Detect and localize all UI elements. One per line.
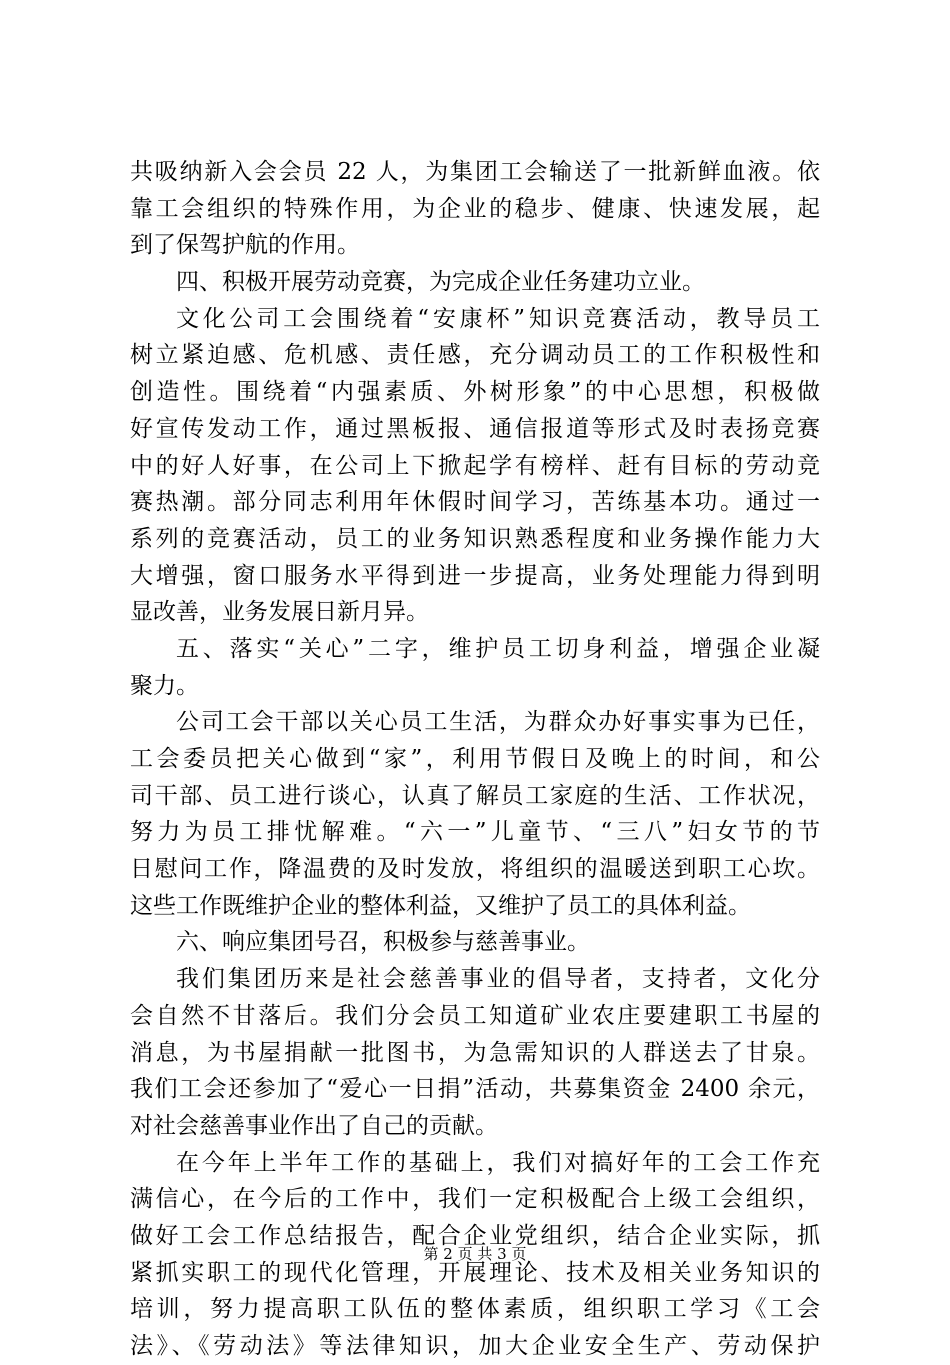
text-line: 工会委员把关心做到“家”，利用节假日及晚上的时间，和公 bbox=[130, 746, 820, 772]
text-line: 显改善，业务发展日新月异。 bbox=[130, 599, 429, 626]
text-line: 大增强，窗口服务水平得到进一步提高，业务处理能力得到明 bbox=[130, 562, 820, 589]
text-line: 努力为员工排忧解难。“六一”儿童节、“三八”妇女节的节 bbox=[130, 819, 820, 846]
text-line: 紧抓实职工的现代化管理，开展理论、技术及相关业务知识的 bbox=[130, 1259, 820, 1286]
text-line: 共吸纳新入会会员 22 人，为集团工会输送了一批新鲜血液。依 bbox=[130, 159, 820, 185]
text-line: 我们工会还参加了“爱心一日捐”活动，共募集资金 2400 余元， bbox=[130, 1076, 820, 1103]
text-line: 司干部、员工进行谈心，认真了解员工家庭的生活、工作状况， bbox=[130, 782, 820, 809]
document-body bbox=[130, 154, 820, 1365]
text-line: 创造性。围绕着“内强素质、外树形象”的中心思想，积极做 bbox=[130, 379, 820, 406]
text-line: 会自然不甘落后。我们分会员工知道矿业农庄要建职工书屋的 bbox=[130, 1002, 820, 1029]
text-line: 做好工会工作总结报告，配合企业党组织，结合企业实际，抓 bbox=[130, 1222, 820, 1249]
text-line: 五、落实“关心”二字，维护员工切身利益，增强企业凝 bbox=[176, 635, 820, 662]
text-line: 到了保驾护航的作用。 bbox=[130, 232, 360, 259]
text-line: 赛热潮。部分同志利用年休假时间学习，苦练基本功。通过一 bbox=[130, 489, 820, 516]
text-line: 我们集团历来是社会慈善事业的倡导者，支持者，文化分 bbox=[176, 966, 820, 993]
text-line: 文化公司工会围绕着“安康杯”知识竞赛活动，教导员工 bbox=[176, 305, 820, 332]
text-line: 聚力。 bbox=[130, 672, 199, 699]
text-line: 培训，努力提高职工队伍的整体素质，组织职工学习《工会 bbox=[130, 1296, 820, 1323]
text-line: 满信心，在今后的工作中，我们一定积极配合上级工会组织， bbox=[130, 1186, 820, 1213]
text-line: 对社会慈善事业作出了自己的贡献。 bbox=[130, 1112, 498, 1139]
text-line: 公司工会干部以关心员工生活，为群众办好事实事为已任， bbox=[176, 709, 820, 736]
text-line: 树立紧迫感、危机感、责任感，充分调动员工的工作积极性和 bbox=[130, 342, 820, 369]
text-line: 这些工作既维护企业的整体利益，又维护了员工的具体利益。 bbox=[130, 892, 751, 919]
text-line: 消息，为书屋捐献一批图书，为急需知识的人群送去了甘泉。 bbox=[130, 1039, 820, 1066]
text-line: 靠工会组织的特殊作用，为企业的稳步、健康、快速发展，起 bbox=[130, 195, 820, 222]
page-footer: 第 2 页 共 3 页 bbox=[423, 1245, 527, 1263]
text-line: 在今年上半年工作的基础上，我们对搞好年的工会工作充 bbox=[176, 1149, 820, 1176]
text-line: 六、响应集团号召，积极参与慈善事业。 bbox=[176, 929, 590, 956]
text-line: 中的好人好事，在公司上下掀起学有榜样、赶有目标的劳动竞 bbox=[130, 452, 820, 479]
text-line: 好宣传发动工作，通过黑板报、通信报道等形式及时表扬竞赛 bbox=[130, 415, 820, 442]
text-line: 四、积极开展劳动竞赛，为完成企业任务建功立业。 bbox=[176, 269, 705, 296]
text-line: 法》、《劳动法》等法律知识，加大企业安全生产、劳动保护 bbox=[130, 1333, 820, 1359]
text-line: 日慰问工作，降温费的及时发放，将组织的温暖送到职工心坎。 bbox=[130, 856, 820, 883]
text-line: 系列的竞赛活动，员工的业务知识熟悉程度和业务操作能力大 bbox=[130, 525, 820, 552]
